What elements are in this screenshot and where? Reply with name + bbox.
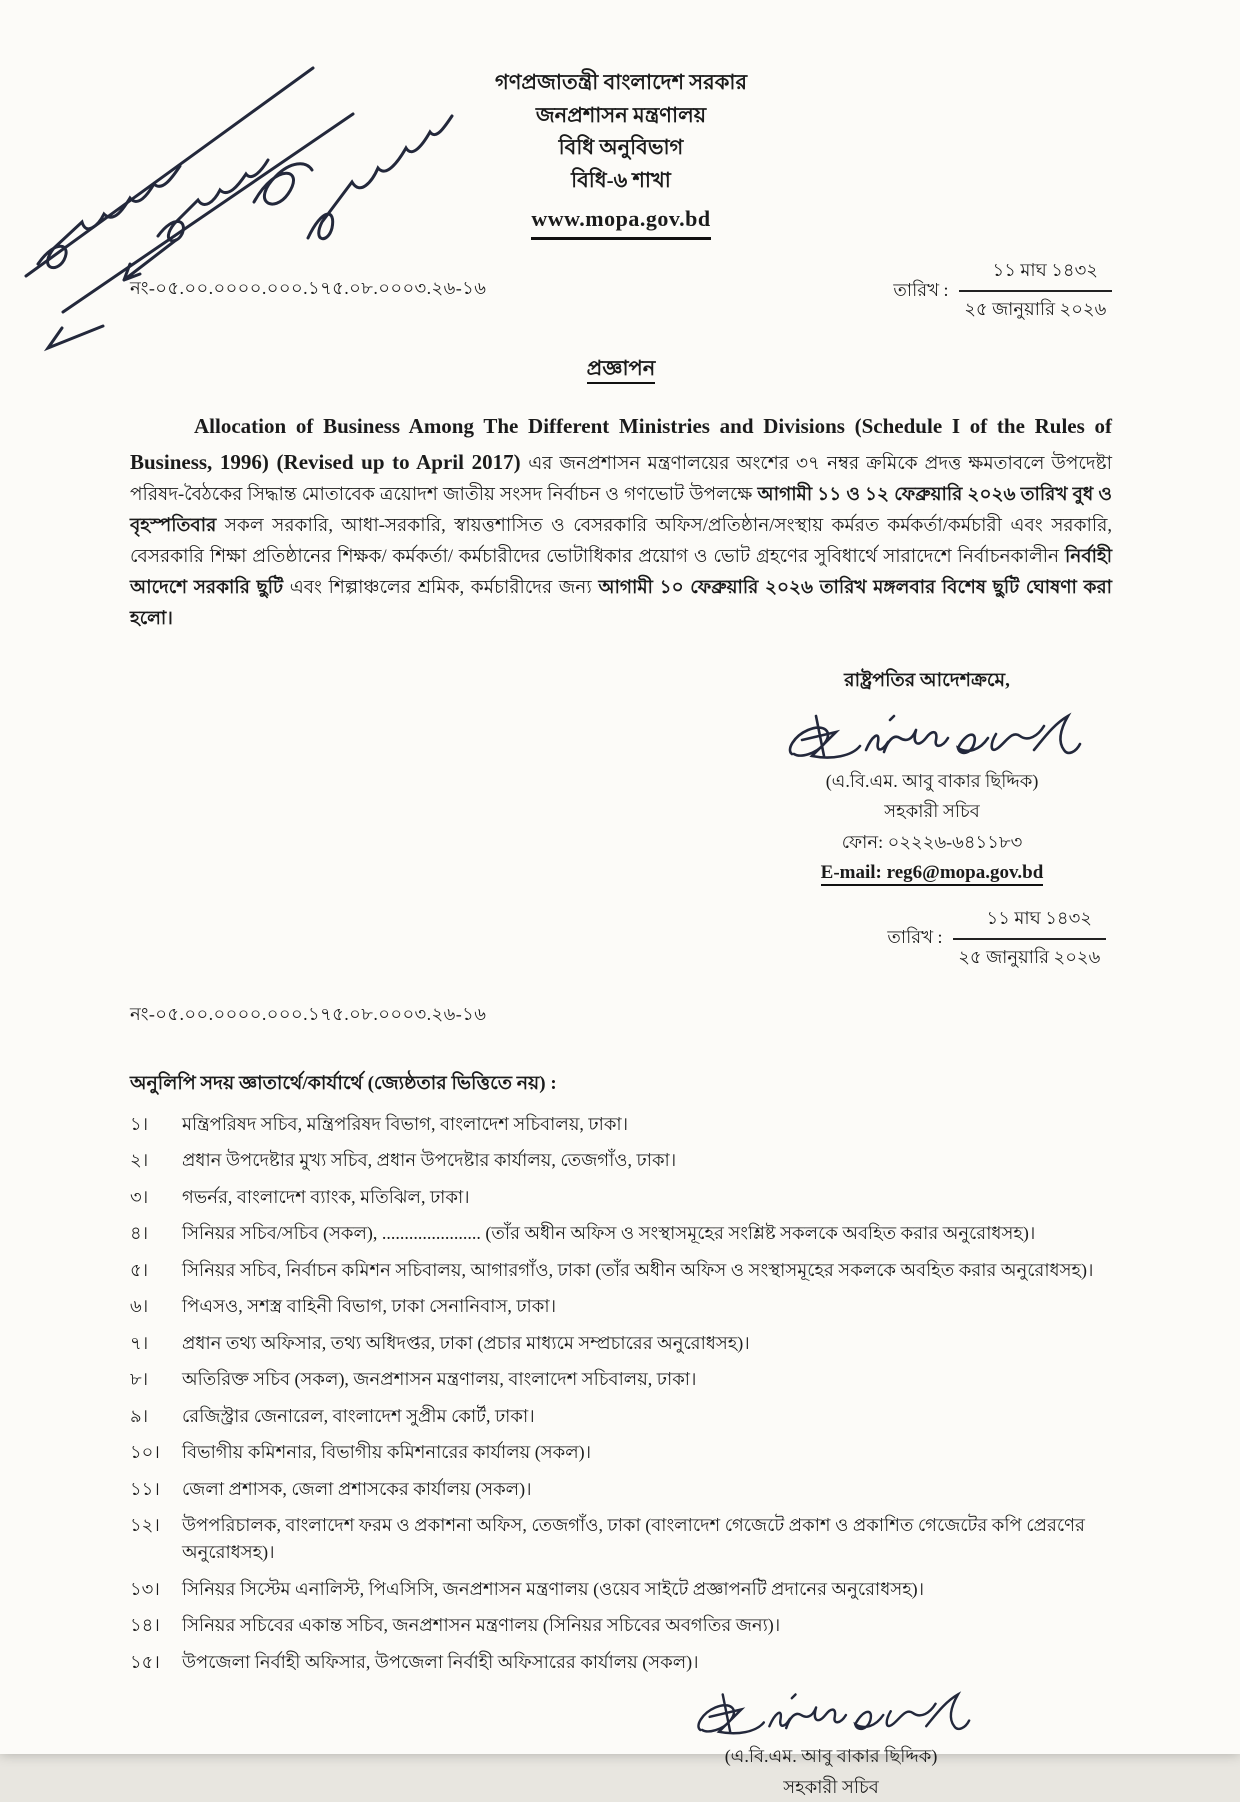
second-memo-date-band	[130, 904, 1112, 1031]
list-item-number: ৭।	[130, 1332, 149, 1353]
list-item-text: বিভাগীয় কমিশনার, বিভাগীয় কমিশনারের কার্যালয় (সকল)।	[182, 1442, 592, 1463]
section-name: বিধি-৬ শাখা	[571, 167, 671, 192]
list-item-number: ১১।	[130, 1478, 160, 1499]
list-item-number: ৬।	[130, 1296, 149, 1317]
list-item	[130, 1476, 1112, 1503]
footer-signatory-block	[666, 1685, 996, 1802]
signatory-email: E-mail: reg6@mopa.gov.bd	[821, 862, 1044, 886]
list-item-number: ৪।	[130, 1223, 149, 1244]
list-item	[130, 1257, 1112, 1284]
memo-number: নং-০৫.০০.০০০০.০০০.১৭৫.০৮.০০০৩.২৬-১৬	[130, 278, 487, 299]
list-item-text: সিনিয়র সচিব, নির্বাচন কমিশন সচিবালয়, আগারগাঁও, ঢাকা (তাঁর অধীন অফিস ও সংস্থাসমূহের সকলকে অবহিত করার অনুরোধসহ)।	[182, 1259, 1094, 1280]
date-label-2: তারিখ :	[887, 927, 943, 948]
list-item-text: পিএসও, সশস্ত্র বাহিনী বিভাগ, ঢাকা সেনানিবাস, ঢাকা।	[182, 1296, 557, 1317]
list-item	[130, 1612, 1112, 1639]
list-item	[130, 1512, 1112, 1566]
notification-body	[130, 409, 1112, 635]
letterhead	[130, 66, 1112, 240]
list-item	[130, 1403, 1112, 1430]
signatory-phone: ফোন: ০২২২৬-৬৪১১৮৩	[841, 831, 1023, 852]
by-order-line: রাষ্ট্রপতির আদেশক্রমে,	[844, 670, 1010, 692]
date-bangla-calendar-2: ১১ মাঘ ১৪৩২	[953, 904, 1106, 940]
list-item-text: সিনিয়র সিস্টেম এনালিস্ট, পিএসিসি, জনপ্রশাসন মন্ত্রণালয় (ওয়েব সাইটে প্রজ্ঞাপনটি প্রদানের অনুরোধসহ)।	[182, 1578, 925, 1599]
list-item-number: ৩।	[130, 1186, 149, 1207]
date-label: তারিখ :	[893, 279, 949, 300]
distribution-list	[130, 1111, 1112, 1676]
government-name: গণপ্রজাতন্ত্রী বাংলাদেশ সরকার	[494, 70, 748, 94]
footer-signatory-designation: সহকারী সচিব	[783, 1776, 879, 1797]
body-segment: সকল সরকারি, আধা-সরকারি, স্বায়ত্তশাসিত ও বেসরকারি অফিস/প্রতিষ্ঠান/সংস্থায় কর্মরত কর্মকর্তা/কর্মচারী এবং সরকারি, বেসরকারি শিক্ষা প্রতিষ্ঠানের শিক্ষক/ কর্মকর্তা/ কর্মচারীদের ভোটাধিকার প্রয়োগ ও ভোট গ্রহণের সুবিধার্থে সারাদেশে নির্বাচনকালীন	[130, 515, 1112, 567]
body-segment: আগামী ১০ ফেব্রুয়ারি ২০২৬ তারিখ মঙ্গলবার বিশেষ ছুটি ঘোষণা করা হলো।	[130, 578, 1112, 630]
list-item-number: ১৪।	[130, 1615, 160, 1636]
list-item	[130, 1220, 1112, 1247]
signatory-block	[752, 665, 1112, 889]
list-item	[130, 1293, 1112, 1320]
list-item-text: জেলা প্রশাসক, জেলা প্রশাসকের কার্যালয় (সকল)।	[182, 1478, 532, 1499]
list-item	[130, 1576, 1112, 1603]
ministry-name: জনপ্রশাসন মন্ত্রণালয়	[535, 102, 707, 127]
memo-date-row	[130, 256, 1112, 326]
list-item-number: ২।	[130, 1150, 149, 1171]
list-item-text: উপপরিচালক, বাংলাদেশ ফরম ও প্রকাশনা অফিস, তেজগাঁও, ঢাকা (বাংলাদেশ গেজেটে প্রকাশ ও প্রকাশিত গেজেটের কপি প্রেরণের অনুরোধসহ)।	[182, 1515, 1085, 1563]
list-item	[130, 1330, 1112, 1357]
list-item-text: সিনিয়র সচিব/সচিব (সকল), ...................... (তাঁর অধীন অফিস ও সংস্থাসমূহের সংশ্লিষ্ট সকলকে অবহিত করার অনুরোধসহ)।	[182, 1223, 1036, 1244]
division-name: বিধি অনুবিভাগ	[558, 135, 684, 160]
list-item-text: উপজেলা নির্বাহী অফিসার, উপজেলা নির্বাহী অফিসারের কার্যালয় (সকল)।	[182, 1651, 699, 1672]
list-item-text: প্রধান উপদেষ্টার মুখ্য সচিব, প্রধান উপদেষ্টার কার্যালয়, তেজগাঁও, ঢাকা।	[182, 1150, 677, 1171]
list-item-text: মন্ত্রিপরিষদ সচিব, মন্ত্রিপরিষদ বিভাগ, বাংলাদেশ সচিবালয়, ঢাকা।	[182, 1113, 629, 1134]
list-item	[130, 1439, 1112, 1466]
footer-signature-mark	[691, 1685, 971, 1745]
signatory-designation: সহকারী সচিব	[884, 801, 980, 822]
list-item	[130, 1649, 1112, 1676]
list-item	[130, 1366, 1112, 1393]
body-segment: এবং শিল্পাঞ্চলের শ্রমিক, কর্মচারীদের জন্য	[289, 578, 599, 599]
signatory-name: (এ.বি.এম. আবু বাকার ছিদ্দিক)	[825, 770, 1039, 791]
notification-title: প্রজ্ঞাপন	[130, 352, 1112, 387]
memo-number-2: নং-০৫.০০.০০০০.০০০.১৭৫.০৮.০০০৩.২৬-১৬	[130, 1003, 487, 1024]
list-item-text: গভর্নর, বাংলাদেশ ব্যাংক, মতিঝিল, ঢাকা।	[182, 1186, 470, 1207]
body-segment: নির্বাহী আদেশে সরকারি ছুটি	[130, 546, 1112, 599]
list-item-number: ৫।	[130, 1259, 149, 1280]
website-url: www.mopa.gov.bd	[531, 202, 710, 240]
list-item-text: সিনিয়র সচিবের একান্ত সচিব, জনপ্রশাসন মন্ত্রণালয় (সিনিয়র সচিবের অবগতির জন্য)।	[182, 1615, 781, 1636]
list-item-text: প্রধান তথ্য অফিসার, তথ্য অধিদপ্তর, ঢাকা (প্রচার মাধ্যমে সম্প্রচারের অনুরোধসহ)।	[182, 1332, 750, 1353]
body-segment: এর জনপ্রশাসন মন্ত্রণালয়ের অংশের ৩৭ নম্বর ক্রমিকে প্রদত্ত ক্ষমতাবলে উপদেষ্টা পরিষদ-বৈঠকের সিদ্ধান্ত মোতাবেক ত্রয়োদশ জাতীয় সংসদ নির্বাচন ও গণভোট উপলক্ষে	[130, 453, 1112, 505]
list-item-number: ১৫।	[130, 1651, 160, 1672]
date-gregorian-calendar-2: ২৫ জানুয়ারি ২০২৬	[958, 946, 1101, 967]
footer-signatory-name: (এ.বি.এম. আবু বাকার ছিদ্দিক)	[724, 1746, 938, 1767]
distribution-heading: অনুলিপি সদয় জ্ঞাতার্থে/কার্যার্থে (জ্যেষ্ঠতার ভিত্তিতে নয়) :	[130, 1072, 557, 1094]
list-item-number: ১।	[130, 1113, 149, 1134]
list-item-text: রেজিস্ট্রার জেনারেল, বাংলাদেশ সুপ্রীম কোর্ট, ঢাকা।	[182, 1405, 535, 1426]
body-segment: Allocation of Business Among The Different Ministries and Divisions (Schedule I of the Rules of Business, 1996) (Revised up to April 2017)	[130, 414, 1112, 474]
list-item-number: ৯।	[130, 1405, 149, 1426]
list-item	[130, 1147, 1112, 1174]
list-item-number: ১২।	[130, 1515, 160, 1536]
list-item-text: অতিরিক্ত সচিব (সকল), জনপ্রশাসন মন্ত্রণালয়, বাংলাদেশ সচিবালয়, ঢাকা।	[182, 1369, 697, 1390]
date-block-2	[130, 904, 1106, 974]
signature-mark	[782, 706, 1082, 770]
date-gregorian-calendar: ২৫ জানুয়ারি ২০২৬	[964, 299, 1107, 320]
list-item-number: ১০।	[130, 1442, 160, 1463]
date-block	[893, 256, 1112, 326]
list-item-number: ১৩।	[130, 1578, 160, 1599]
list-item-number: ৮।	[130, 1369, 149, 1390]
list-item	[130, 1111, 1112, 1138]
list-item	[130, 1184, 1112, 1211]
date-bangla-calendar: ১১ মাঘ ১৪৩২	[959, 256, 1112, 292]
body-segment: আগামী ১১ ও ১২ ফেব্রুয়ারি ২০২৬ তারিখ বুধ ও বৃহস্পতিবার	[130, 484, 1112, 536]
